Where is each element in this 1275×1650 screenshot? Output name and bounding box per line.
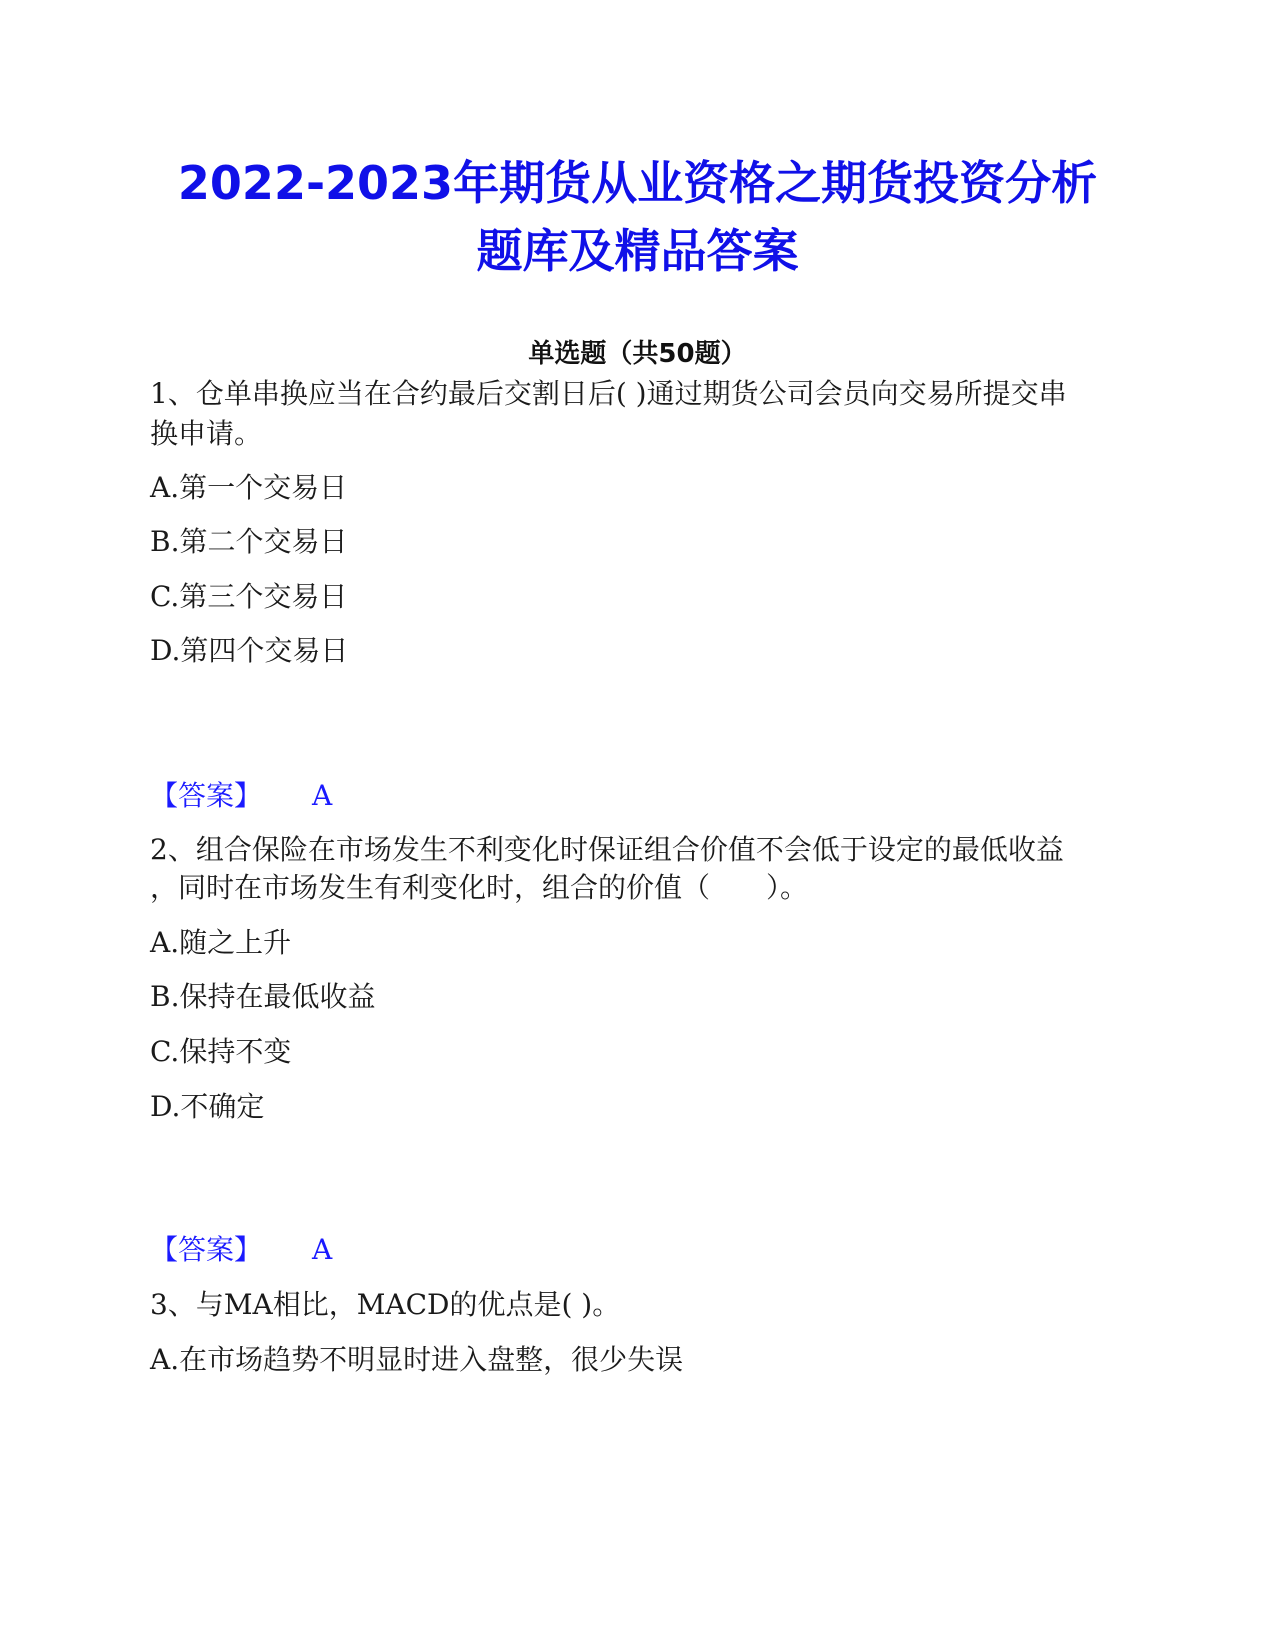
question-2-option-d: D.不确定 bbox=[150, 1090, 265, 1123]
question-1-option-d: D.第四个交易日 bbox=[150, 634, 349, 667]
document-title-line-1: 2022-2023年期货从业资格之期货投资分析 bbox=[177, 156, 1098, 210]
answer-label: 【答案】 bbox=[150, 779, 263, 812]
question-1-option-a: A.第一个交易日 bbox=[150, 471, 348, 504]
question-1-option-b: B.第二个交易日 bbox=[150, 525, 348, 558]
question-2-option-a: A.随之上升 bbox=[150, 926, 292, 959]
answer-value: A bbox=[312, 779, 333, 812]
question-3-stem-line-1: 3、与MA相比，MACD的优点是( )。 bbox=[150, 1288, 621, 1321]
document-title-line-2: 题库及精品答案 bbox=[476, 224, 799, 278]
question-2-option-b: B.保持在最低收益 bbox=[150, 980, 376, 1013]
question-2-option-c: C.保持不变 bbox=[150, 1035, 292, 1068]
question-3-option-a: A.在市场趋势不明显时进入盘整，很少失误 bbox=[150, 1343, 684, 1376]
question-2-answer bbox=[150, 1230, 332, 1270]
question-2-stem-line-1: 2、组合保险在市场发生不利变化时保证组合价值不会低于设定的最低收益 bbox=[150, 833, 1064, 866]
question-2-stem-line-2: ，同时在市场发生有利变化时，组合的价值（ ）。 bbox=[150, 871, 809, 904]
question-1-answer bbox=[150, 776, 332, 816]
answer-value: A bbox=[312, 1233, 333, 1266]
question-1-option-c: C.第三个交易日 bbox=[150, 580, 348, 613]
question-1-stem-line-1: 1、仓单串换应当在合约最后交割日后( )通过期货公司会员向交易所提交串 bbox=[150, 377, 1067, 410]
question-1-stem-line-2: 换申请。 bbox=[150, 417, 263, 450]
section-heading: 单选题（共50题） bbox=[528, 339, 747, 369]
answer-label: 【答案】 bbox=[150, 1233, 263, 1266]
